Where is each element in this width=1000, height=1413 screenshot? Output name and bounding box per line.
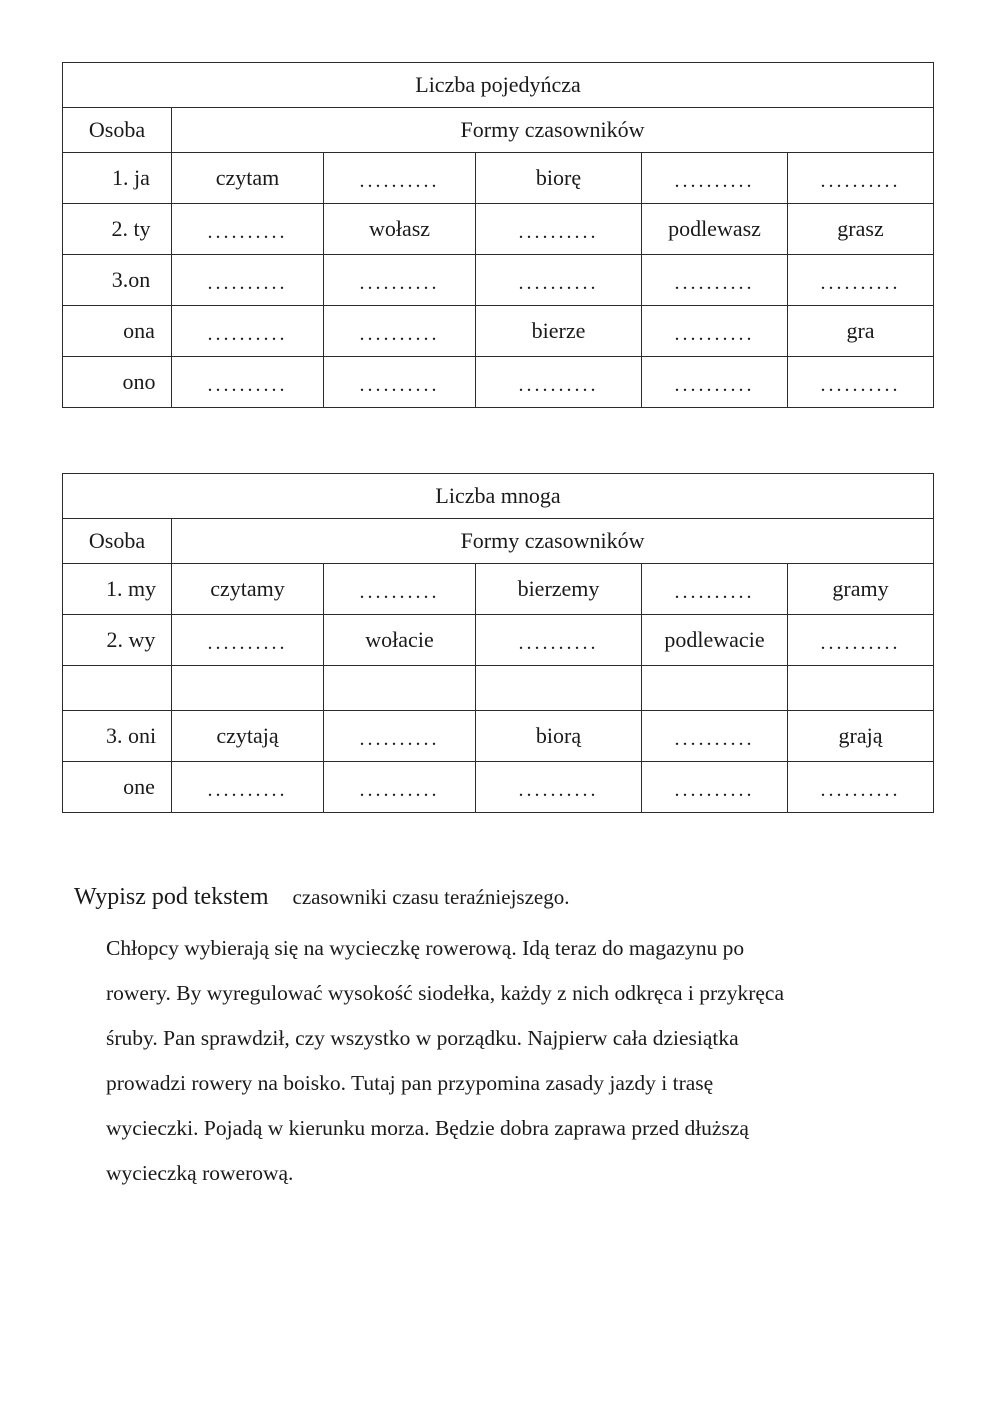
blank-cell[interactable]: .......... (642, 762, 788, 813)
verb-cell: grają (788, 711, 934, 762)
blank-cell[interactable]: .......... (324, 564, 476, 615)
blank-cell[interactable]: .......... (788, 153, 934, 204)
blank-cell[interactable]: .......... (642, 357, 788, 408)
verb-cell (788, 666, 934, 711)
table-row (63, 711, 934, 762)
table-header-row (63, 108, 934, 153)
verb-cell: podlewasz (642, 204, 788, 255)
table-row (63, 153, 934, 204)
verb-cell: gramy (788, 564, 934, 615)
verb-cell: czytają (172, 711, 324, 762)
verb-cell: podlewacie (642, 615, 788, 666)
person-cell: one (63, 762, 172, 813)
blank-cell[interactable]: .......... (172, 357, 324, 408)
text-line: rowery. By wyregulować wysokość siodełka, każdy z nich odkręca i przykręca (106, 981, 784, 1005)
person-cell: 3. oni (63, 711, 172, 762)
blank-cell[interactable]: .......... (642, 306, 788, 357)
blank-cell[interactable]: .......... (172, 762, 324, 813)
instruction-part2: czasowniki czasu teraźniejszego. (292, 885, 570, 909)
verb-cell (324, 666, 476, 711)
blank-cell[interactable]: .......... (788, 357, 934, 408)
table-title-row (63, 474, 934, 519)
person-cell: ono (63, 357, 172, 408)
table-row (63, 666, 934, 711)
forms-header: Formy czasowników (172, 108, 934, 153)
instruction-part1: Wypisz pod tekstem (74, 884, 269, 910)
person-cell: 1. my (63, 564, 172, 615)
table-row (63, 762, 934, 813)
blank-cell[interactable]: .......... (324, 255, 476, 306)
blank-cell[interactable]: .......... (642, 564, 788, 615)
blank-cell[interactable]: .......... (324, 153, 476, 204)
blank-cell[interactable]: .......... (476, 357, 642, 408)
person-cell: 2. wy (63, 615, 172, 666)
verb-cell: wołasz (324, 204, 476, 255)
blank-cell[interactable]: .......... (324, 357, 476, 408)
table-header-row (63, 519, 934, 564)
verb-cell: bierze (476, 306, 642, 357)
verb-cell (476, 666, 642, 711)
text-line: Chłopcy wybierają się na wycieczkę rowerową. Idą teraz do magazynu po (106, 936, 745, 960)
text-line: wycieczką rowerową. (106, 1161, 294, 1185)
table-title: Liczba mnoga (63, 474, 934, 519)
person-cell: 3.on (63, 255, 172, 306)
table-row (63, 306, 934, 357)
blank-cell[interactable]: .......... (642, 255, 788, 306)
blank-cell[interactable]: .......... (476, 615, 642, 666)
blank-cell[interactable]: .......... (642, 711, 788, 762)
singular-table (62, 62, 934, 408)
table-row (63, 615, 934, 666)
verb-cell: czytamy (172, 564, 324, 615)
osoba-header: Osoba (63, 108, 172, 153)
person-cell: 1. ja (63, 153, 172, 204)
instruction (74, 884, 569, 911)
blank-cell[interactable]: .......... (324, 762, 476, 813)
verb-cell: biorę (476, 153, 642, 204)
blank-cell[interactable]: .......... (476, 204, 642, 255)
verb-cell: wołacie (324, 615, 476, 666)
text-line: śruby. Pan sprawdził, czy wszystko w porządku. Najpierw cała dziesiątka (106, 1026, 739, 1050)
blank-cell[interactable]: .......... (476, 255, 642, 306)
blank-cell[interactable]: .......... (324, 711, 476, 762)
verb-cell (642, 666, 788, 711)
blank-cell[interactable]: .......... (324, 306, 476, 357)
osoba-header: Osoba (63, 519, 172, 564)
person-cell: 2. ty (63, 204, 172, 255)
blank-cell[interactable]: .......... (788, 762, 934, 813)
blank-cell[interactable]: .......... (788, 255, 934, 306)
table-title-row (63, 63, 934, 108)
blank-cell[interactable]: .......... (172, 204, 324, 255)
table-title: Liczba pojedyńcza (63, 63, 934, 108)
exercise-text (106, 926, 926, 1196)
table-row (63, 357, 934, 408)
plural-table (62, 473, 934, 813)
table-row (63, 564, 934, 615)
text-line: wycieczki. Pojadą w kierunku morza. Będzie dobra zaprawa przed dłuższą (106, 1116, 749, 1140)
verb-cell: czytam (172, 153, 324, 204)
person-cell (63, 666, 172, 711)
blank-cell[interactable]: .......... (476, 762, 642, 813)
blank-cell[interactable]: .......... (172, 255, 324, 306)
verb-cell (172, 666, 324, 711)
verb-cell: bierzemy (476, 564, 642, 615)
verb-cell: gra (788, 306, 934, 357)
verb-cell: grasz (788, 204, 934, 255)
table-row (63, 204, 934, 255)
table-row (63, 255, 934, 306)
text-line: prowadzi rowery na boisko. Tutaj pan przypomina zasady jazdy i trasę (106, 1071, 714, 1095)
person-cell: ona (63, 306, 172, 357)
blank-cell[interactable]: .......... (642, 153, 788, 204)
blank-cell[interactable]: .......... (172, 306, 324, 357)
forms-header: Formy czasowników (172, 519, 934, 564)
verb-cell: biorą (476, 711, 642, 762)
blank-cell[interactable]: .......... (172, 615, 324, 666)
blank-cell[interactable]: .......... (788, 615, 934, 666)
